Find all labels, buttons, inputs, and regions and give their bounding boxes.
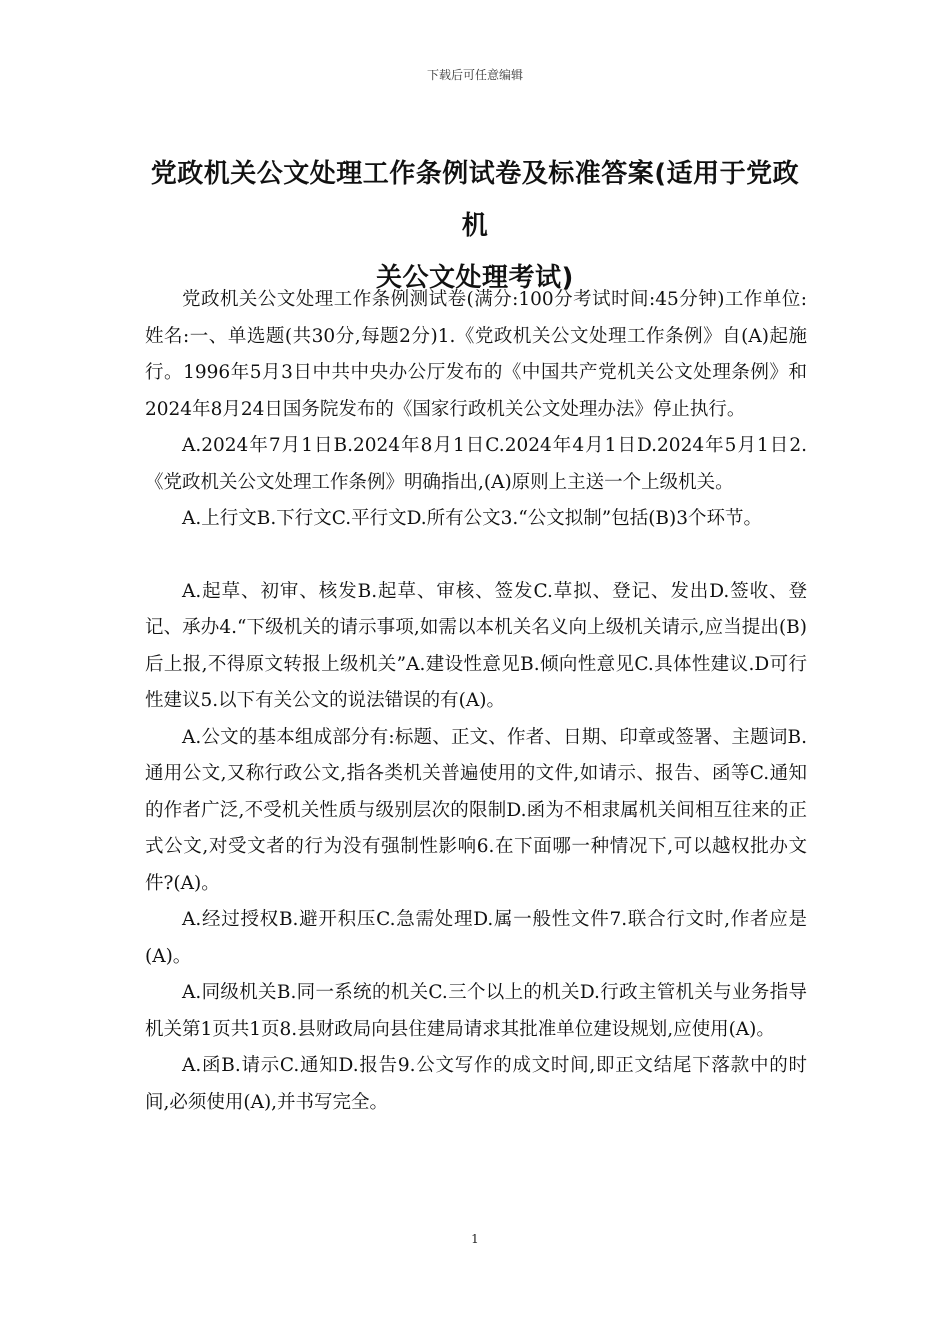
paragraph: A.函B.请示C.通知D.报告9.公文写作的成文时间,即正文结尾下落款中的时间,必须使用(A),并书写完全。 xyxy=(145,1055,807,1113)
document-body xyxy=(145,282,807,1121)
title-line-1: 党政机关公文处理工作条例试卷及标准答案(适用于党政机 xyxy=(150,159,800,241)
paragraph: A.2024年7月1日B.2024年8月1日C.2024年4月1日D.2024年5月1日2.《党政机关公文处理工作条例》明确指出,(A)原则上主送一个上级机关。 xyxy=(145,435,807,493)
title-line-2: 关公文处理考试) xyxy=(376,263,574,293)
paragraph: A.上行文B.下行文C.平行文D.所有公文3.“公文拟制”包括(B)3个环节。 xyxy=(182,508,763,529)
paragraph: A.同级机关B.同一系统的机关C.三个以上的机关D.行政主管机关与业务指导机关第1页共1页8.县财政局向县住建局请求其批准单位建设规划,应使用(A)。 xyxy=(145,982,807,1040)
paragraph: A.经过授权B.避开积压C.急需处理D.属一般性文件7.联合行文时,作者应是(A)。 xyxy=(145,909,807,967)
document-title xyxy=(145,148,805,304)
header-note: 下载后可任意编辑 xyxy=(426,68,523,82)
paragraph: A.公文的基本组成部分有:标题、正文、作者、日期、印章或签署、主题词B.通用公文,又称行政公文,指各类机关普遍使用的文件,如请示、报告、函等C.通知的作者广泛,不受机关性质与级别层次的限制D.函为不相隶属机关间相互往来的正式公文,对受文者的行为没有强制性影响6.在下面哪一种情况下,可以越权批办文件?(A)。 xyxy=(145,726,807,894)
paragraph: A.起草、初审、核发B.起草、审核、签发C.草拟、登记、发出D.签收、登记、承办4.“下级机关的请示事项,如需以本机关名义向上级机关请示,应当提出(B)后上报,不得原文转报上级机关”A.建设性意见B.倾向性意见C.具体性建议.D可行性建议5.以下有关公文的说法错误的有(A)。 xyxy=(145,580,807,711)
page-number: 1 xyxy=(471,1232,479,1246)
paragraph: 党政机关公文处理工作条例测试卷(满分:100分考试时间:45分钟)工作单位:姓名:一、单选题(共30分,每题2分)1.《党政机关公文处理工作条例》自(A)起施行。1996年5月3日中共中央办公厅发布的《中国共产党机关公文处理条例》和2024年8月24日国务院发布的《国家行政机关公文处理办法》停止执行。 xyxy=(145,289,807,420)
